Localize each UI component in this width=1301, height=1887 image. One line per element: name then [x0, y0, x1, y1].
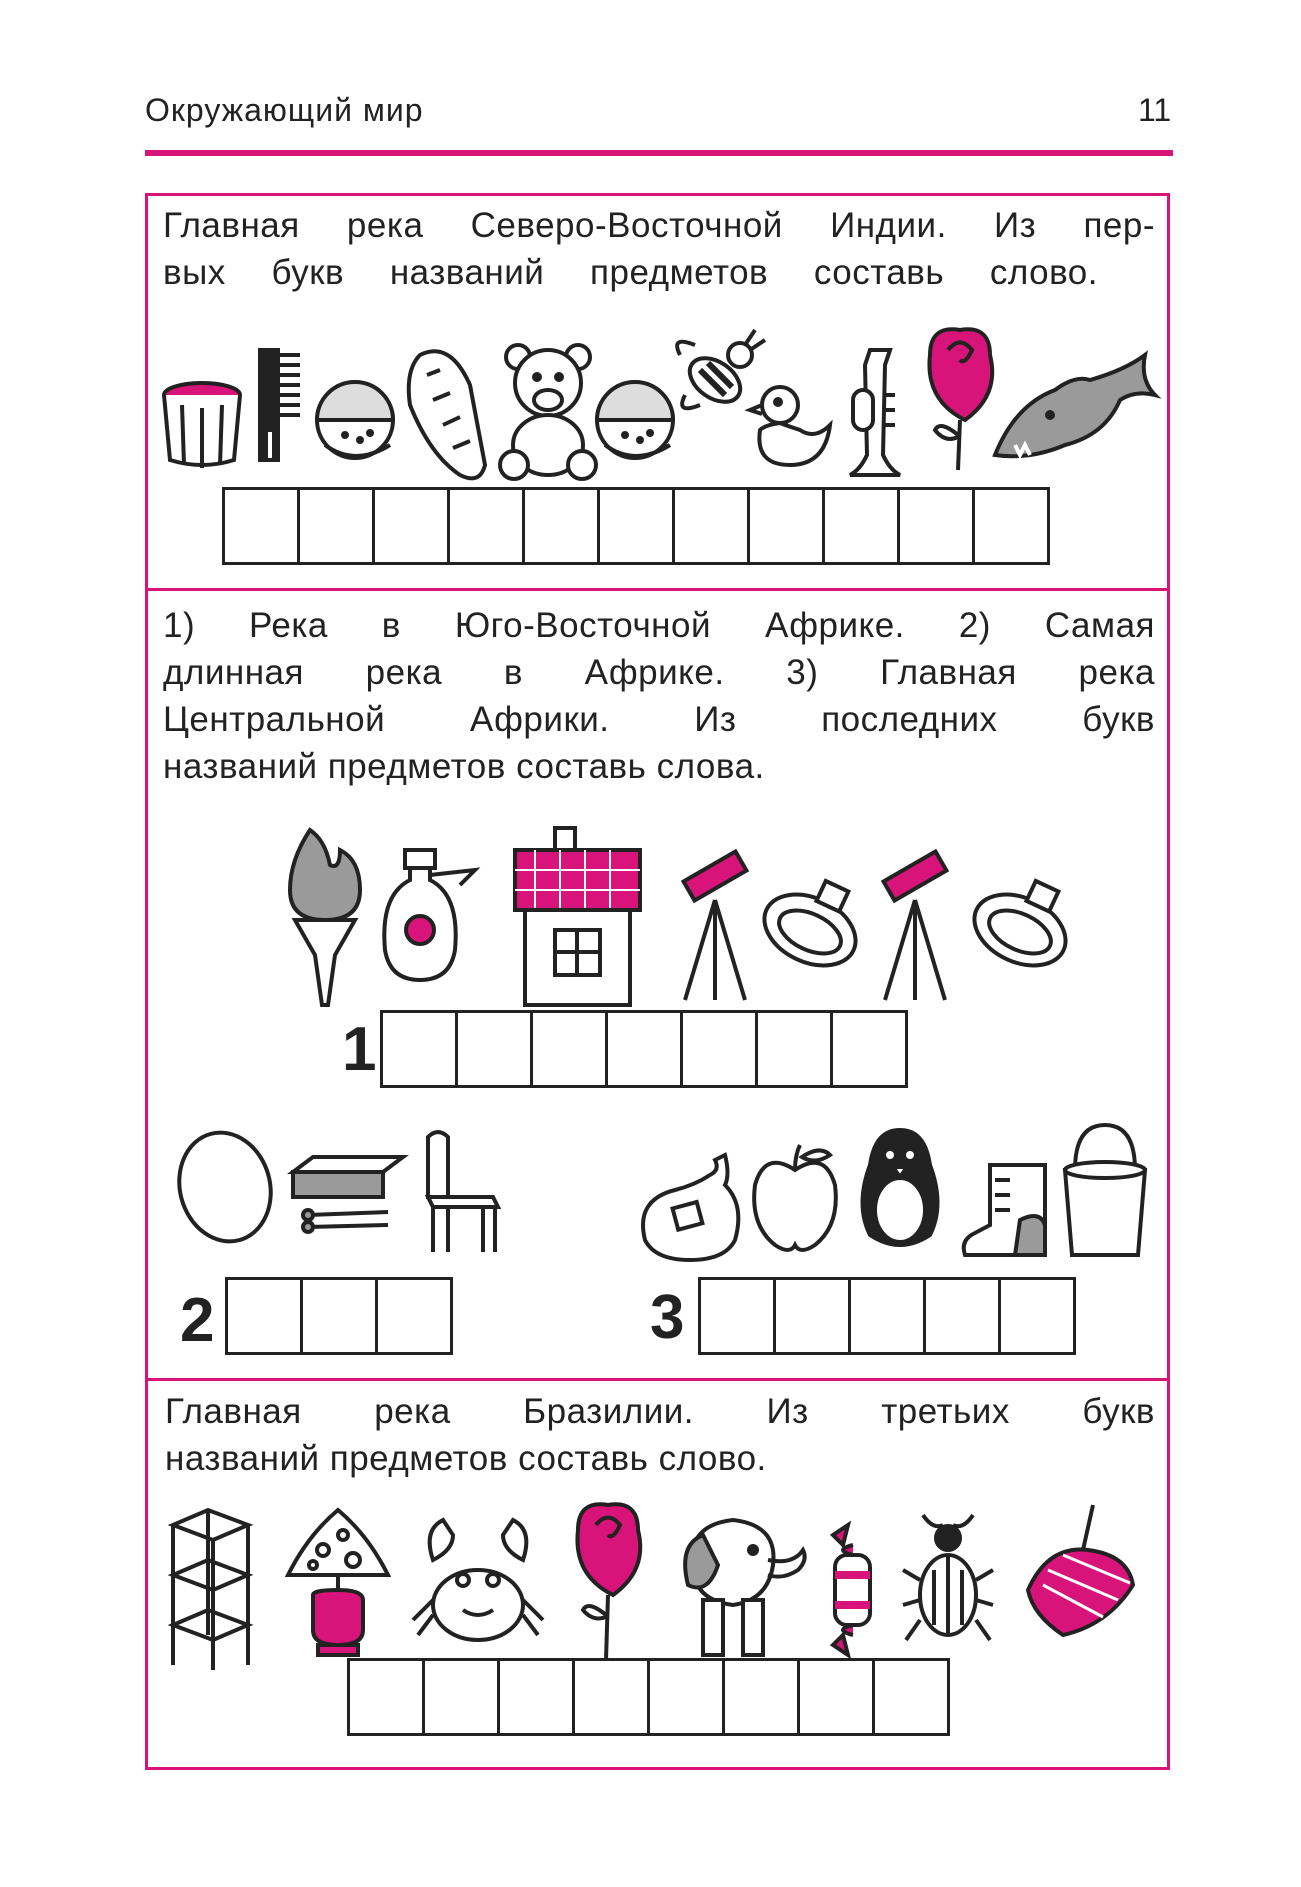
task2-line: названий предметов составь слова.	[163, 747, 765, 786]
watermelon-icon	[317, 382, 393, 458]
crab-icon	[413, 1520, 543, 1640]
task1-answer-grid[interactable]	[222, 487, 1050, 565]
answer-cell[interactable]	[680, 1010, 758, 1088]
answer-cell[interactable]	[455, 1010, 533, 1088]
answer-cell[interactable]	[872, 1658, 950, 1736]
answer-cell[interactable]	[822, 487, 900, 565]
answer-cell[interactable]	[923, 1277, 1001, 1355]
task2-word2-pictures	[178, 1122, 518, 1252]
task2-line: 1) Река в Юго-Восточной Африке. 2) Самая	[163, 606, 1155, 645]
word2-answer-grid[interactable]	[225, 1277, 453, 1355]
shelf-icon	[173, 1510, 248, 1670]
barrel-icon	[164, 383, 240, 468]
torch-icon	[290, 830, 360, 1005]
lamp-icon	[288, 1510, 388, 1655]
answer-cell[interactable]	[372, 487, 450, 565]
word2-number: 2	[180, 1286, 215, 1355]
lemon-icon	[167, 1122, 282, 1252]
answer-cell[interactable]	[297, 487, 375, 565]
telescope-icon	[884, 851, 947, 1000]
watermelon-icon	[597, 382, 673, 458]
answer-cell[interactable]	[347, 1658, 425, 1736]
task3-line: Главная река Бразилии. Из третьих букв	[165, 1392, 1155, 1431]
answer-cell[interactable]	[422, 1658, 500, 1736]
answer-cell[interactable]	[597, 487, 675, 565]
teddy-bear-icon	[500, 345, 596, 479]
answer-cell[interactable]	[572, 1658, 650, 1736]
task2-word3-pictures	[635, 1120, 1155, 1260]
boot-icon	[964, 1165, 1045, 1255]
beetle-icon	[903, 1515, 993, 1640]
house-icon	[515, 828, 640, 1005]
answer-cell[interactable]	[530, 1010, 608, 1088]
answer-cell[interactable]	[830, 1010, 908, 1088]
rose-icon	[577, 1504, 640, 1660]
answer-cell[interactable]	[522, 487, 600, 565]
task3-answer-grid[interactable]	[347, 1658, 950, 1736]
task2-text	[163, 602, 1155, 790]
duck-icon	[750, 387, 830, 465]
answer-cell[interactable]	[848, 1277, 926, 1355]
bread-loaf-icon	[409, 351, 485, 478]
matchbox-icon	[293, 1157, 403, 1232]
word1-answer-grid[interactable]	[380, 1010, 908, 1088]
word1-number: 1	[342, 1015, 377, 1084]
answer-cell[interactable]	[497, 1658, 575, 1736]
task3-pictures	[163, 1500, 1163, 1670]
answer-cell[interactable]	[672, 487, 750, 565]
comb-icon	[260, 350, 300, 460]
answer-cell[interactable]	[380, 1010, 458, 1088]
task1-line: вых букв названий предметов составь слово.	[163, 253, 1098, 292]
answer-cell[interactable]	[797, 1658, 875, 1736]
bee-icon	[677, 330, 765, 411]
task1-pictures	[160, 320, 1160, 475]
ring-icon	[753, 881, 867, 980]
word3-number: 3	[650, 1283, 685, 1352]
task3-text	[165, 1388, 1155, 1482]
bucket-icon	[1065, 1125, 1145, 1255]
elephant-icon	[685, 1520, 805, 1655]
trumpet-icon	[850, 350, 900, 475]
answer-cell[interactable]	[447, 487, 525, 565]
page-subject: Окружающий мир	[145, 92, 424, 128]
task2-line: Центральной Африки. Из последних букв	[163, 700, 1155, 739]
rose-icon	[929, 329, 992, 470]
answer-cell[interactable]	[698, 1277, 776, 1355]
header-divider	[145, 150, 1173, 156]
telescope-icon	[684, 851, 747, 1000]
word3-answer-grid[interactable]	[698, 1277, 1076, 1355]
task1-text	[163, 202, 1155, 296]
answer-cell[interactable]	[747, 487, 825, 565]
task2-line: длинная река в Африке. 3) Главная река	[163, 653, 1155, 692]
spinning-top-icon	[1028, 1505, 1133, 1635]
answer-cell[interactable]	[972, 487, 1050, 565]
answer-cell[interactable]	[722, 1658, 800, 1736]
answer-cell[interactable]	[897, 487, 975, 565]
answer-cell[interactable]	[998, 1277, 1076, 1355]
answer-cell[interactable]	[755, 1010, 833, 1088]
candy-icon	[833, 1525, 870, 1655]
penguin-icon	[863, 1130, 938, 1245]
answer-cell[interactable]	[222, 487, 300, 565]
task3-line: названий предметов составь слово.	[165, 1439, 767, 1478]
ring-icon	[963, 881, 1077, 980]
answer-cell[interactable]	[375, 1277, 453, 1355]
apple-icon	[754, 1145, 836, 1250]
answer-cell[interactable]	[300, 1277, 378, 1355]
answer-cell[interactable]	[647, 1658, 725, 1736]
page-number: 11	[1138, 92, 1172, 128]
chair-icon	[428, 1132, 498, 1252]
task2-word1-pictures	[280, 820, 1100, 1010]
sack-icon	[643, 1155, 738, 1260]
answer-cell[interactable]	[605, 1010, 683, 1088]
perfume-bottle-icon	[384, 850, 475, 980]
answer-cell[interactable]	[773, 1277, 851, 1355]
answer-cell[interactable]	[225, 1277, 303, 1355]
shark-icon	[995, 355, 1155, 456]
task1-line: Главная река Северо-Восточной Индии. Из пер-	[163, 206, 1155, 245]
